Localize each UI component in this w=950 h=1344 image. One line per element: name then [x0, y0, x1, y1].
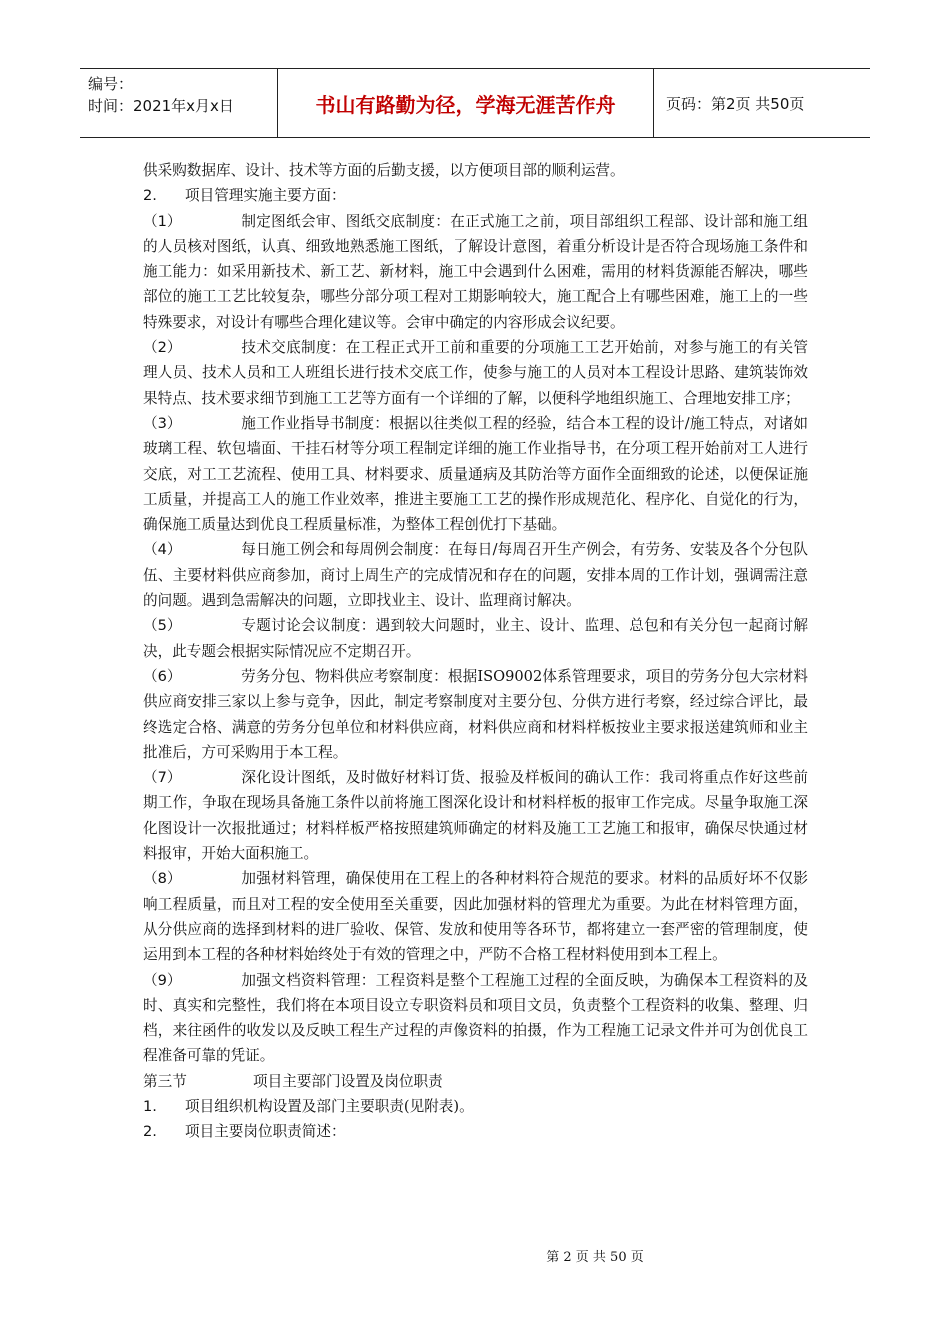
header-left-cell: [80, 69, 278, 137]
paragraph-3: （2） 技术交底制度：在工程正式开工前和重要的分项施工工艺开始前，对参与施工的有关管理人员、技术人员和工人班组长进行技术交底工作，使参与施工的人员对本工程设计思路、建筑装饰效果特点、技术要求细节到施工工艺等方面有一个详细的了解，以便科学地组织施工、合理地安排工序；: [143, 335, 808, 411]
list-number: （2）: [143, 339, 182, 357]
paragraph-9: （8） 加强材料管理，确保使用在工程上的各种材料符合规范的要求。材料的品质好坏不仅影响工程质量，而且对工程的安全使用至关重要，因此加强材料的管理尤为重要。为此在材料管理方面，从分供应商的选择到材料的进厂验收、保管、发放和使用等各环节，都将建立一套严密的管理制度，使运用到本工程的各种材料始终处于有效的管理之中，严防不合格工程材料使用到本工程上。: [143, 866, 808, 967]
header-page-info: 页码：第2页 共50页: [666, 94, 805, 113]
list-number: （8）: [143, 870, 182, 888]
section-number: 第三节: [143, 1072, 187, 1090]
list-number: （5）: [143, 617, 182, 635]
paragraph-6: （5） 专题讨论会议制度：遇到较大问题时，业主、设计、监理、总包和有关分包一起商讨解决，此专题会根据实际情况应不定期召开。: [143, 613, 808, 664]
paragraph-1: 2. 项目管理实施主要方面：: [143, 183, 808, 208]
page-header: [80, 68, 870, 138]
paragraph-10: （9） 加强文档资料管理：工程资料是整个工程施工过程的全面反映，为确保本工程资料的及时、真实和完整性，我们将在本项目设立专职资料员和项目文员，负责整个工程资料的收集、整理、归档，来往函件的收发以及反映工程生产过程的声像资料的拍摄，作为工程施工记录文件并可为创优良工程准备可靠的凭证。: [143, 968, 808, 1069]
list-number: （1）: [143, 212, 182, 230]
list-number: （9）: [143, 971, 182, 989]
code-label: 编号：: [88, 75, 134, 93]
list-number: 2.: [143, 187, 157, 205]
paragraph-8: （7） 深化设计图纸，及时做好材料订货、报验及样板间的确认工作：我司将重点作好这些前期工作，争取在现场具备施工条件以前将施工图深化设计和材料样板的报审工作完成。尽量争取施工深化图设计一次报批通过；材料样板严格按照建筑师确定的材料及施工工艺施工和报审，确保尽快通过材料报审，开始大面积施工。: [143, 765, 808, 866]
list-number: 1.: [143, 1097, 157, 1115]
list-number: （3）: [143, 414, 182, 432]
paragraph-13: 2. 项目主要岗位职责简述：: [143, 1119, 808, 1144]
list-number: 2.: [143, 1123, 157, 1141]
paragraph-7: （6） 劳务分包、物料供应考察制度：根据ISO9002体系管理要求，项目的劳务分包大宗材料供应商安排三家以上参与竞争，因此，制定考察制度对主要分包、分供方进行考察，经过综合评比，最终选定合格、满意的劳务分包单位和材料供应商，材料供应商和材料样板按业主要求报送建筑师和业主批准后，方可采购用于本工程。: [143, 664, 808, 765]
header-motto: 书山有路勤为径，学海无涯苦作舟: [278, 69, 654, 137]
list-number: （4）: [143, 541, 182, 559]
document-body: [143, 158, 808, 1145]
page-footer: 第 2 页 共 50 页: [546, 1250, 644, 1265]
paragraph-4: （3） 施工作业指导书制度：根据以往类似工程的经验，结合本工程的设计/施工特点，对诸如玻璃工程、软包墙面、干挂石材等分项工程制定详细的施工作业指导书，在分项工程开始前对工人进行交底，对工工艺流程、使用工具、材料要求、质量通病及其防治等方面作全面细致的论述，以便保证施工质量，并提高工人的施工作业效率，推进主要施工工艺的操作形成规范化、程序化、自觉化的行为，确保施工质量达到优良工程质量标准，为整体工程创优打下基础。: [143, 411, 808, 537]
paragraph-2: （1） 制定图纸会审、图纸交底制度：在正式施工之前，项目部组织工程部、设计部和施工组的人员核对图纸，认真、细致地熟悉施工图纸，了解设计意图，着重分析设计是否符合现场施工条件和施工能力：如采用新技术、新工艺、新材料，施工中会遇到什么困难，需用的材料货源能否解决，哪些部位的施工工艺比较复杂，哪些分部分项工程对工期影响较大，施工配合上有哪些困难，施工上的一些特殊要求，对设计有哪些合理化建议等。会审中确定的内容形成会议纪要。: [143, 209, 808, 335]
time-label: 时间：2021年x月x日: [88, 97, 234, 115]
section-heading: 第三节 项目主要部门设置及岗位职责: [143, 1069, 808, 1094]
list-number: （7）: [143, 769, 182, 787]
paragraph-0: 供采购数据库、设计、技术等方面的后勤支援，以方便项目部的顺利运营。: [143, 162, 625, 179]
paragraph-5: （4） 每日施工例会和每周例会制度：在每日/每周召开生产例会，有劳务、安装及各个分包队伍、主要材料供应商参加，商讨上周生产的完成情况和存在的问题，安排本周的工作计划，强调需注意的问题。遇到急需解决的问题，立即找业主、设计、监理商讨解决。: [143, 537, 808, 613]
list-number: （6）: [143, 667, 182, 685]
paragraph-12: 1. 项目组织机构设置及部门主要职责(见附表)。: [143, 1094, 808, 1119]
